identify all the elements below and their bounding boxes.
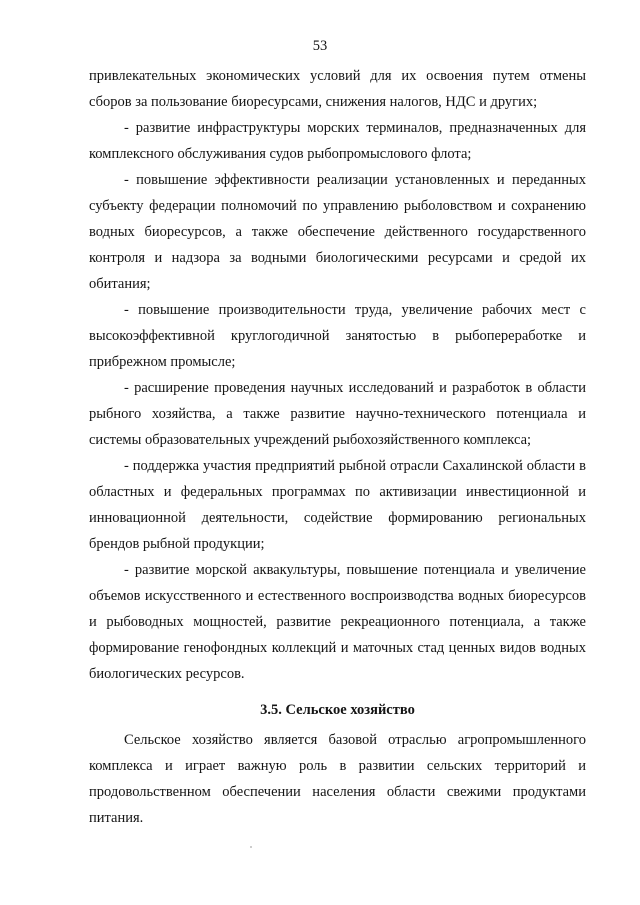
paragraph-continuation: привлекательных экономических условий для их освоения путем отмены сборов за пользование биоресурсами, снижения налогов, НДС и других; (89, 68, 586, 110)
scan-speck (250, 846, 252, 848)
body-text (89, 63, 586, 831)
list-item-efficiency: - повышение эффективности реализации установленных и переданных субъекту федерации полномочий по управлению рыболовством и сохранению водных биоресурсов, а также обеспечение действенного государственного контроля и надзора за водными биологическими ресурсами и средой их обитания; (89, 172, 586, 292)
section-heading: 3.5. Сельское хозяйство (260, 702, 415, 718)
list-item-productivity: - повышение производительности труда, увеличение рабочих мест с высокоэффективной круглогодичной занятостью в рыбопереработке и прибрежном промысле; (89, 302, 586, 370)
list-item-terminals: - развитие инфраструктуры морских терминалов, предназначенных для комплексного обслуживания судов рыбопромыслового флота; (89, 120, 586, 162)
list-item-programs: - поддержка участия предприятий рыбной отрасли Сахалинской области в областных и федеральных программах по активизации инвестиционной и инновационной деятельности, содействие формированию региональных брендов рыбной продукции; (89, 458, 586, 552)
page-number: 53 (312, 38, 328, 54)
section-paragraph: Сельское хозяйство является базовой отраслью агропромышленного комплекса и играет важную роль в развитии сельских территорий и продовольственном обеспечении населения области свежими продуктами питания. (89, 732, 586, 826)
list-item-aquaculture: - развитие морской аквакультуры, повышение потенциала и увеличение объемов искусственного и естественного воспроизводства водных биоресурсов и рыбоводных мощностей, развитие рекреационного потенциала, а также формирование генофондных коллекций и маточных стад ценных видов водных биологических ресурсов. (89, 562, 586, 682)
list-item-research: - расширение проведения научных исследований и разработок в области рыбного хозяйства, а также развитие научно-технического потенциала и системы образовательных учреждений рыбохозяйственного комплекса; (89, 380, 586, 448)
